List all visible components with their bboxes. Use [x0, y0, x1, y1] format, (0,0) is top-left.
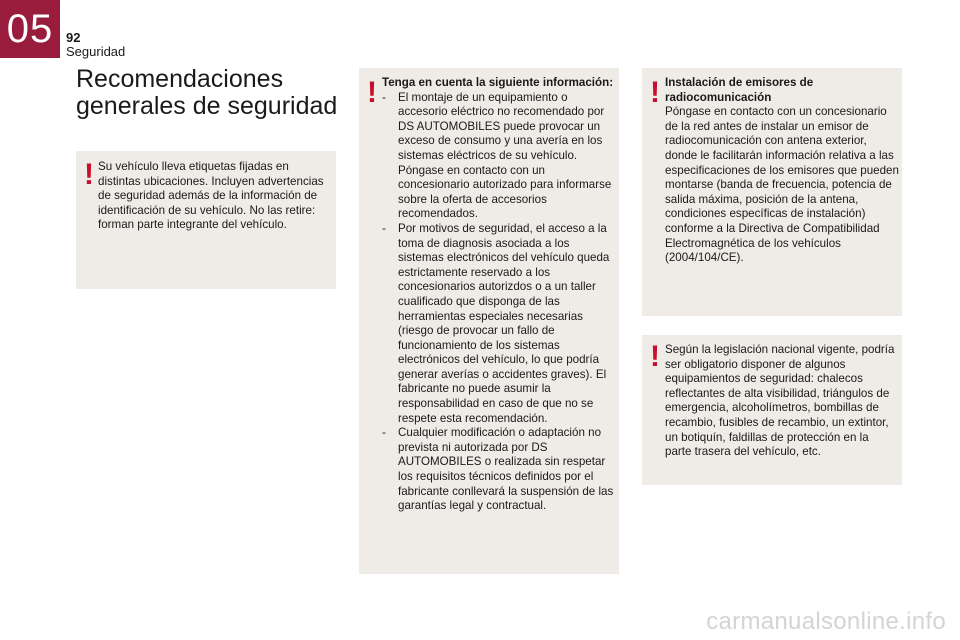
radio-heading: Instalación de emisores de radiocomunicación [665, 76, 814, 104]
equipment-text [665, 343, 897, 460]
warning-icon: ! [650, 76, 660, 109]
radio-paragraph: Póngase en contacto con un concesionario de la red antes de instalar un emisor de radiocomunicación con antena exterior, donde le facilitarán información relativa a las especificaciones de los emisores que pueden montarse (banda de frecuencia, potencia de salida máxima, posición de la antena, condiciones específicas de instalación) conforme a la Directiva de Compatibilidad Electromagnética de los vehículos (2004/104/CE). [665, 105, 899, 265]
electrical-heading: Tenga en cuenta la siguiente información: [382, 76, 614, 89]
warning-icon: ! [367, 76, 377, 109]
page-title: Recomendaciones generales de seguridad [76, 65, 338, 120]
electrical-list [382, 91, 616, 514]
list-item: - Cualquier modificación o adaptación no prevista ni autorizada por DS AUTOMOBILES o realizada sin respetar los requisitos técnicos definidos por el fabricante conllevará la suspensión de las garantías legal y contractual. [382, 426, 616, 514]
warning-icon: ! [650, 340, 660, 373]
section-title: Seguridad [66, 44, 126, 59]
chapter-badge: 05 [0, 0, 60, 58]
radio-text [665, 76, 899, 266]
labels-paragraph: Su vehículo lleva etiquetas fijadas en distintas ubicaciones. Incluyen advertencias de seguridad además de la información de identificación de su vehículo. No las retire: forman parte integrante del vehículo. [98, 160, 324, 232]
equipment-paragraph: Según la legislación nacional vigente, podría ser obligatorio disponer de algunos equipamientos de seguridad: chalecos reflectantes de alta visibilidad, triángulos de emergencia, alcoholímetros, bombillas de recambio, fusibles de recambio, un extintor, un botiquín, faldillas de protección en la parte trasera del vehículo, etc. [665, 343, 895, 459]
page-number: 92 [66, 30, 81, 45]
warning-icon: ! [84, 158, 94, 191]
list-item: - Por motivos de seguridad, el acceso a la toma de diagnosis asociada a los sistemas electrónicos del vehículo queda estrictamente reservado a los concesionarios autorizdos o a un taller cualificado que disponga de las herramientas especiales necesarias (riesgo de provocar un fallo de funcionamiento de los sistemas electrónicos del vehículo, lo que podría generar averías o accidentes graves). El fabricante no puede asumir la responsabilidad en caso de que no se respete esta recomendación. [382, 222, 616, 426]
electrical-text [382, 76, 616, 514]
watermark: carmanualsonline.info [706, 608, 946, 635]
list-item: - El montaje de un equipamiento o accesorio eléctrico no recomendado por DS AUTOMOBILES puede provocar un exceso de consumo y una avería en los sistemas eléctricos de su vehículo. Póngase en contacto con un concesionario autorizado para informarse sobre la oferta de accesorios recomendados. [382, 91, 616, 222]
labels-text [98, 160, 328, 233]
